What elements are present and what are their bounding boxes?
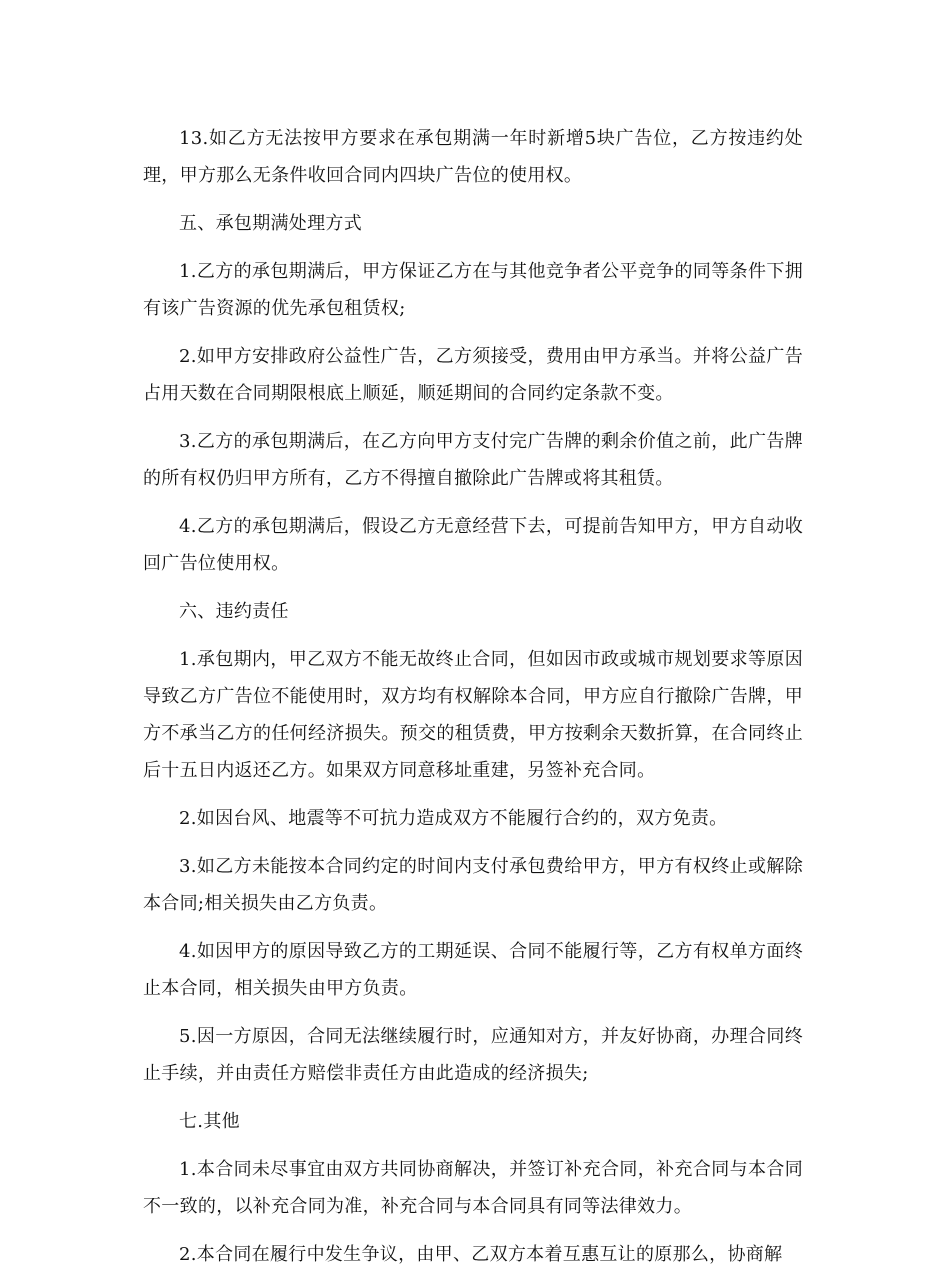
liability-clause-2: 2.如因台风、地震等不可抗力造成双方不能履行合约的，双方免责。 bbox=[179, 808, 728, 829]
liability-clause-3: 3.如乙方未能按本合同约定的时间内支付承包费给甲方，甲方有权终止或解除本合同;相关损失由乙方负责。 bbox=[143, 856, 803, 914]
section-heading-liability: 六、违约责任 bbox=[179, 601, 289, 622]
section-heading-expiry: 五、承包期满处理方式 bbox=[179, 213, 362, 234]
expiry-clause-1: 1.乙方的承包期满后，甲方保证乙方在与其他竞争者公平竞争的同等条件下拥有该广告资源的优先承包租赁权; bbox=[143, 261, 803, 319]
expiry-clause-4: 4.乙方的承包期满后，假设乙方无意经营下去，可提前告知甲方，甲方自动收回广告位使用权。 bbox=[143, 516, 803, 574]
liability-clause-4: 4.如因甲方的原因导致乙方的工期延误、合同不能履行等，乙方有权单方面终止本合同，相关损失由甲方负责。 bbox=[143, 941, 803, 999]
other-clause-2: 2.本合同在履行中发生争议，由甲、乙双方本着互惠互让的原那么，协商解 bbox=[179, 1244, 783, 1265]
clause-13: 13.如乙方无法按甲方要求在承包期满一年时新增5块广告位，乙方按违约处理，甲方那么无条件收回合同内四块广告位的使用权。 bbox=[143, 128, 803, 186]
expiry-clause-2: 2.如甲方安排政府公益性广告，乙方须接受，费用由甲方承当。并将公益广告占用天数在合同期限根底上顺延，顺延期间的合同约定条款不变。 bbox=[143, 346, 803, 404]
other-clause-1: 1.本合同未尽事宜由双方共同协商解决，并签订补充合同，补充合同与本合同不一致的，以补充合同为准，补充合同与本合同具有同等法律效力。 bbox=[143, 1159, 803, 1217]
document-body bbox=[143, 120, 803, 1284]
section-heading-other: 七.其他 bbox=[179, 1111, 240, 1132]
liability-clause-5: 5.因一方原因，合同无法继续履行时，应通知对方，并友好协商，办理合同终止手续，并由责任方赔偿非责任方由此造成的经济损失; bbox=[143, 1026, 803, 1084]
liability-clause-1: 1.承包期内，甲乙双方不能无故终止合同，但如因市政或城市规划要求等原因导致乙方广告位不能使用时，双方均有权解除本合同，甲方应自行撤除广告牌，甲方不承当乙方的任何经济损失。预交的租赁费，甲方按剩余天数折算，在合同终止后十五日内返还乙方。如果双方同意移址重建，另签补充合同。 bbox=[143, 649, 803, 781]
expiry-clause-3: 3.乙方的承包期满后，在乙方向甲方支付完广告牌的剩余价值之前，此广告牌的所有权仍归甲方所有，乙方不得擅自撤除此广告牌或将其租赁。 bbox=[143, 431, 803, 489]
